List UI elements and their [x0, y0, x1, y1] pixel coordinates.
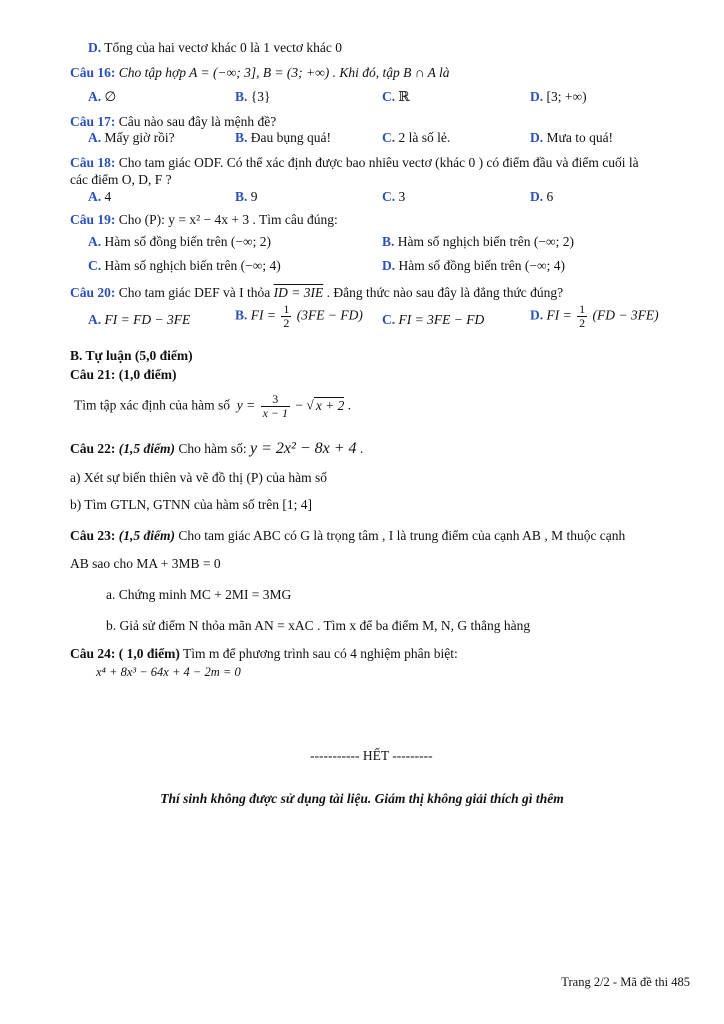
option-rhs: (3FE − FD): [296, 307, 363, 323]
exam-note: Thí sinh không được sử dụng tài liệu. Giám thị không giải thích gì thêm: [160, 791, 564, 806]
fraction-numerator: 3: [261, 393, 290, 407]
fraction-denominator: x − 1: [262, 406, 289, 420]
option-text: Hàm số đồng biến trên (−∞; 4): [398, 258, 565, 273]
option-text: Hàm số nghịch biến trên (−∞; 2): [397, 234, 574, 249]
q16-option-b: [235, 88, 270, 106]
fraction-denominator: 2: [283, 316, 290, 330]
question-18-cont: [70, 171, 172, 189]
fraction: [281, 303, 291, 330]
option-text: Đau bụng quá!: [250, 130, 331, 145]
question-23: [70, 527, 625, 545]
end-punct: .: [356, 441, 364, 456]
question-text: Cho tam giác ODF. Có thể xác định được bao nhiêu vectơ (khác 0 ) có điểm đầu và điểm cuối là: [118, 155, 639, 170]
option-label: D.: [530, 307, 544, 323]
question-18: [70, 154, 639, 172]
q16-option-d: [530, 88, 587, 106]
question-label: Câu 24:: [70, 646, 116, 661]
question-text: Cho tam giác DEF và I thỏa: [118, 285, 274, 300]
q15-option-d: [88, 39, 342, 57]
option-label: B.: [235, 89, 248, 104]
fraction-denominator: 2: [579, 316, 586, 330]
page-footer: Trang 2/2 - Mã đề thi 485: [561, 975, 690, 989]
option-text: Hàm số nghịch biến trên (−∞; 4): [104, 258, 281, 273]
q17-option-b: [235, 129, 331, 147]
option-label: A.: [88, 312, 102, 327]
option-lhs: FI =: [546, 307, 572, 323]
option-text: FI = 3FE − FD: [398, 312, 485, 327]
question-label: Câu 19:: [70, 212, 116, 227]
option-label: D.: [530, 189, 544, 204]
fraction: [261, 393, 290, 420]
q19-option-b: [382, 233, 574, 251]
end-marker: ----------- HẾT ---------: [310, 748, 433, 763]
option-label: C.: [382, 130, 396, 145]
option-label: C.: [382, 312, 396, 327]
question-21: [74, 393, 351, 420]
option-text: Hàm số đồng biến trên (−∞; 2): [104, 234, 271, 249]
q22-part-a: a) Xét sự biến thiên và vẽ đồ thị (P) của hàm số: [70, 470, 328, 485]
option-label: D.: [530, 130, 544, 145]
q18-option-d: [530, 188, 553, 206]
question-label: Câu 16:: [70, 65, 116, 80]
section-title: B. Tự luận (5,0 điểm): [70, 348, 193, 363]
option-label: A.: [88, 89, 102, 104]
option-label: A.: [88, 130, 102, 145]
option-text: 6: [546, 189, 554, 204]
q24-equation: x⁴ + 8x³ − 64x + 4 − 2m = 0: [96, 665, 241, 679]
q16-option-c: [382, 88, 410, 106]
option-rhs: (FD − 3FE): [592, 307, 659, 323]
fraction-numerator: 1: [579, 302, 586, 316]
option-label: A.: [88, 234, 102, 249]
fraction-numerator: 1: [283, 302, 290, 316]
q17-option-a: [88, 129, 175, 147]
q20-option-c: [382, 311, 484, 329]
question-label: Câu 20:: [70, 285, 116, 300]
question-label: Câu 22:: [70, 441, 116, 456]
option-label: B.: [235, 189, 248, 204]
question-24: [70, 645, 458, 663]
q17-option-c: [382, 129, 450, 147]
option-label: D.: [88, 40, 102, 55]
option-text: FI = FD − 3FE: [104, 312, 191, 327]
option-text: Mấy giờ rồi?: [104, 130, 175, 145]
option-label: C.: [382, 189, 396, 204]
sqrt-content: x + 2: [315, 397, 345, 413]
option-text: Mưa to quá!: [546, 130, 614, 145]
question-19: [70, 211, 338, 229]
question-text: các điểm O, D, F ?: [70, 172, 172, 187]
function-lhs: y =: [236, 397, 256, 413]
q16-option-a: [88, 88, 116, 106]
option-label: B.: [382, 234, 395, 249]
option-label: B.: [235, 130, 248, 145]
question-text: Cho tam giác ABC có G là trọng tâm , I là trung điểm của cạnh AB , M thuộc cạnh: [178, 528, 626, 543]
q20-option-b: [235, 303, 363, 330]
q19-option-a: [88, 233, 271, 251]
question-text-post: . Đẳng thức nào sau đây là đẳng thức đúng?: [323, 285, 564, 300]
question-21-label: Câu 21: (1,0 điểm): [70, 367, 177, 382]
option-label: D.: [530, 89, 544, 104]
option-text: 3: [398, 189, 406, 204]
question-points: ( 1,0 điểm): [118, 646, 180, 661]
question-text: Tìm m để phương trình sau có 4 nghiệm phân biệt:: [183, 646, 458, 661]
q17-option-d: [530, 129, 613, 147]
q23-part-b: b. Giả sử điểm N thỏa mãn AN = xAC . Tìm x để ba điểm M, N, G thẳng hàng: [106, 618, 531, 633]
option-text: 4: [104, 189, 112, 204]
question-label: Câu 18:: [70, 155, 116, 170]
option-text: [3; +∞): [546, 89, 587, 104]
q20-option-d: [530, 303, 659, 330]
question-label: Câu 23:: [70, 528, 116, 543]
question-16: [70, 64, 450, 82]
question-text: Câu nào sau đây là mệnh đề?: [118, 114, 277, 129]
question-label: Câu 17:: [70, 114, 116, 129]
q22-part-b: b) Tìm GTLN, GTNN của hàm số trên [1; 4]: [70, 497, 312, 512]
question-text: Cho hàm số:: [178, 441, 247, 456]
end-punct: .: [344, 397, 352, 413]
option-label: A.: [88, 189, 102, 204]
q20-option-a: [88, 311, 190, 329]
question-20: [70, 284, 563, 302]
question-text: Cho (P): y = x² − 4x + 3 . Tìm câu đúng:: [118, 212, 338, 227]
q19-option-d: [382, 257, 565, 275]
sqrt-icon: √: [306, 397, 314, 413]
question-text: Cho tập hợp A = (−∞; 3], B = (3; +∞) . Khi đó, tập B ∩ A là: [118, 65, 450, 80]
option-text: ∅: [104, 89, 117, 104]
question-text: Tìm tập xác định của hàm số: [74, 397, 230, 413]
q18-option-c: [382, 188, 405, 206]
option-lhs: FI =: [250, 307, 276, 323]
option-label: D.: [382, 258, 396, 273]
question-points: (1,5 điểm): [118, 441, 176, 456]
q19-option-c: [88, 257, 281, 275]
option-text: 2 là số lẻ.: [398, 130, 451, 145]
condition-vector: ID = 3IE: [273, 285, 324, 300]
option-label: C.: [382, 89, 396, 104]
minus-sign: −: [295, 397, 304, 413]
q18-option-b: [235, 188, 258, 206]
option-text: {3}: [250, 89, 271, 104]
question-22: [70, 440, 363, 458]
fraction: [577, 303, 587, 330]
q18-option-a: [88, 188, 111, 206]
option-text: Tổng của hai vectơ khác 0 là 1 vectơ khác 0: [104, 40, 342, 55]
function: y = 2x² − 8x + 4: [250, 440, 357, 457]
option-text: ℝ: [398, 89, 410, 104]
option-text: 9: [250, 189, 258, 204]
option-label: C.: [88, 258, 102, 273]
question-points: (1,5 điểm): [118, 528, 176, 543]
q23-part-a: a. Chứng minh MC + 2MI = 3MG: [106, 587, 292, 602]
option-label: B.: [235, 307, 248, 323]
question-23-cont: AB sao cho MA + 3MB = 0: [70, 556, 221, 571]
